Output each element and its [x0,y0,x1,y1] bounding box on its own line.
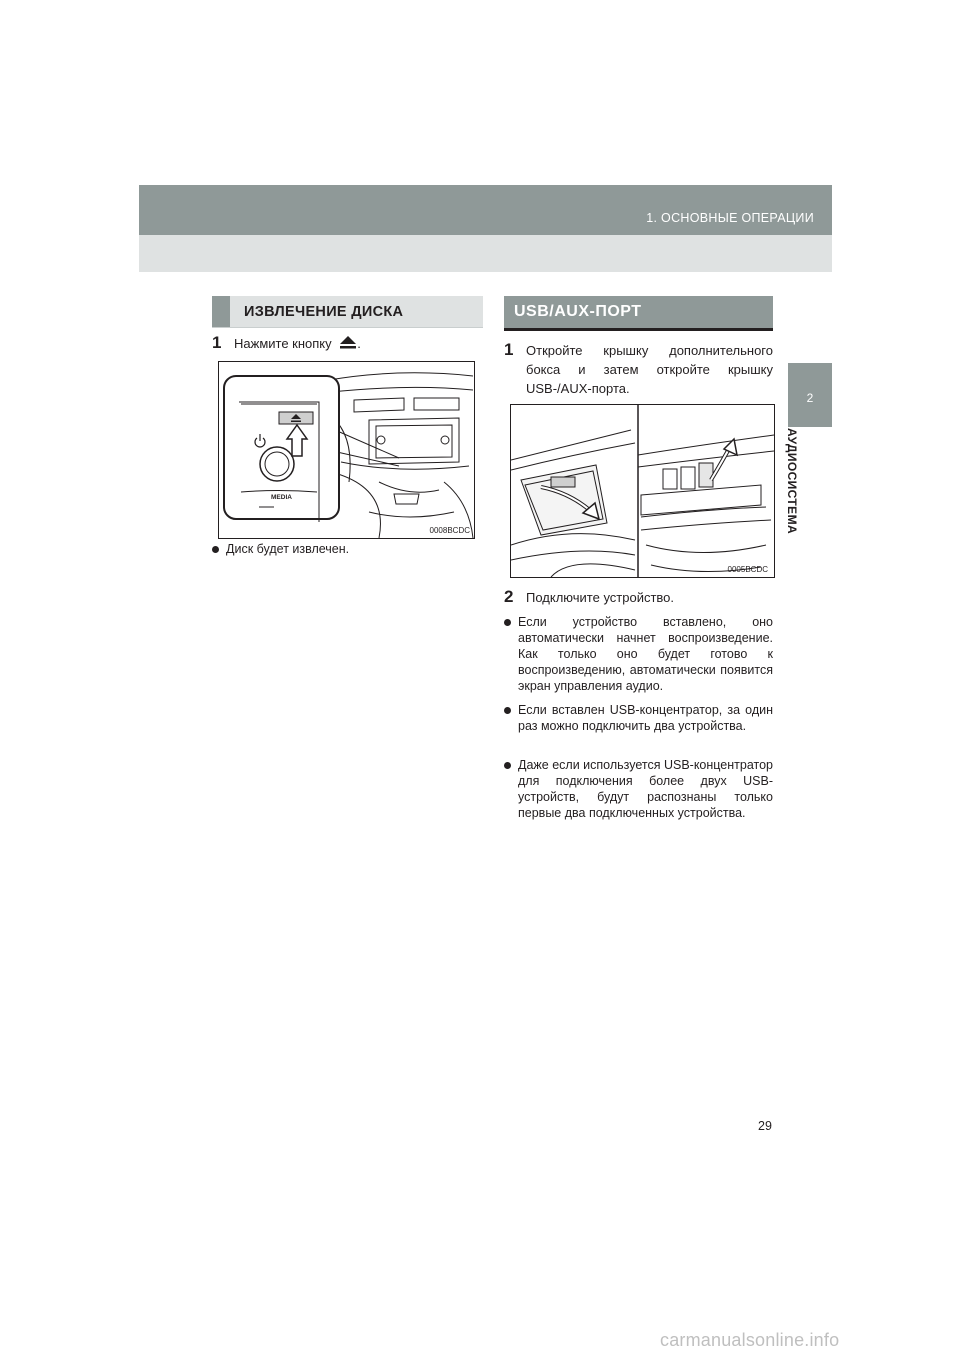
step-2-connect [504,588,773,608]
chapter-label-wrap [785,428,814,553]
step-text: Подключите устройство. [526,590,675,605]
list-item [504,614,773,698]
header-title: 1. ОСНОВНЫЕ ОПЕРАЦИИ [646,211,814,225]
step-number: 1 [212,333,222,352]
bullet-dot [504,707,511,714]
section-marker [212,296,230,327]
bullet-text: Если устройство вставлено, оно автоматически начнет воспроизведение. Как только оно будет готово к воспроизведению, автоматически появится экран управления аудио. [518,615,773,693]
step-1-eject [212,334,483,354]
bullet-dot [504,762,511,769]
figure-code: 0005BCDC [727,565,768,574]
bullet-text: Даже если используется USB-концентратор для подключения более двух USB-устройств, будут распознаны только первые два подключенных устройства. [518,758,773,820]
bullet-text: Диск будет извлечен. [226,542,350,556]
section-title: ИЗВЛЕЧЕНИЕ ДИСКА [244,304,404,320]
step-text-main: Нажмите кнопку [234,336,332,351]
step-text: Откройте крышку дополнительного боксa и затем откройте крышку USB-/AUX-порта. [526,343,773,396]
header-band [139,185,832,235]
media-label: MEDIA [271,494,292,501]
dashboard-illustration [219,362,474,538]
section-title: USB/AUX-ПОРТ [514,303,642,320]
chapter-label: АУДИОСИСТЕМА [785,428,799,535]
bullet-text: Если вставлен USB-концентратор, за один раз можно подключить два устройства. [518,703,773,733]
step-text-suffix: . [357,336,361,351]
chapter-tab [788,363,832,427]
figure-code: 0008BCDC [429,526,470,535]
bullet-dot [212,546,219,553]
list-item [504,757,773,827]
bullet-dot [504,619,511,626]
watermark: carmanualsonline.info [660,1330,840,1350]
chapter-number: 2 [806,391,814,405]
step-text [234,334,361,353]
step-1-open-cover [504,341,773,399]
section-heading-disc-eject [212,296,483,328]
console-illustration [511,405,774,577]
figure-disc-eject [218,361,475,539]
page-number: 29 [758,1119,772,1133]
section-heading-usb-aux [504,296,773,331]
step-number: 2 [504,587,514,606]
eject-icon [339,335,357,349]
list-item [212,541,483,559]
figure-usb-aux-port [510,404,775,578]
header-subband [139,235,832,272]
step-number: 1 [504,340,514,359]
list-item [504,702,773,752]
